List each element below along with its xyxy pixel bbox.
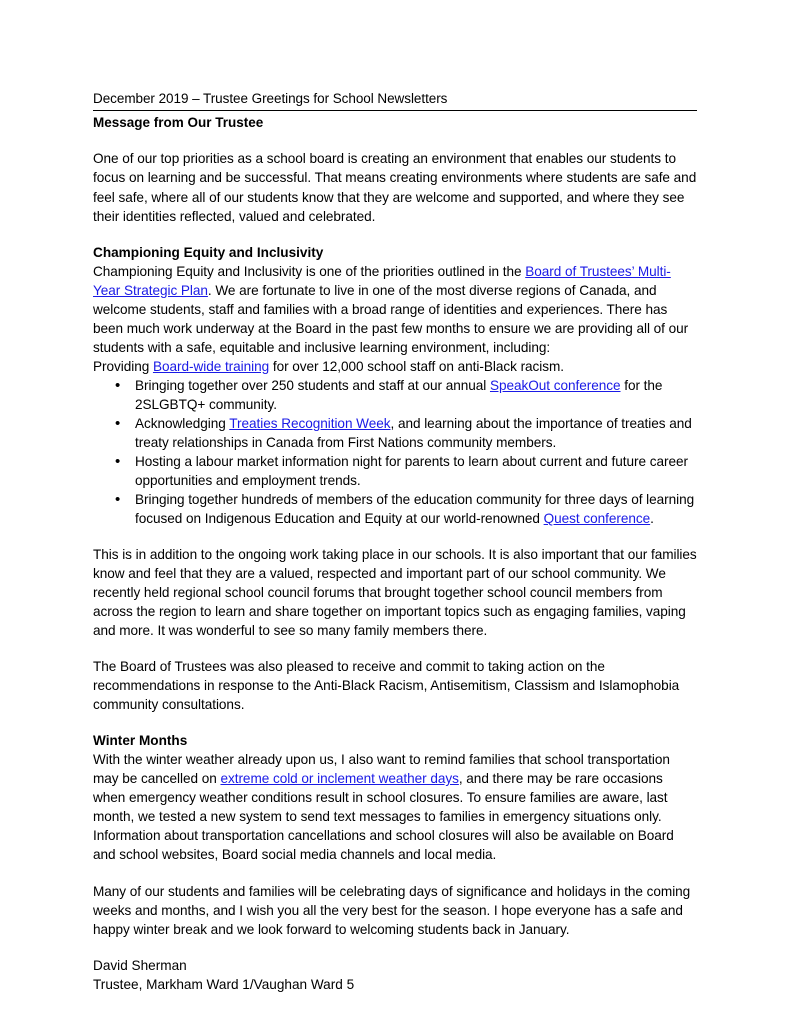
- list-item: [135, 452, 697, 490]
- link-board-wide-training[interactable]: Board-wide training: [152, 358, 270, 374]
- link-inclement-weather[interactable]: extreme cold or inclement weather days: [220, 771, 459, 787]
- equity-text-part2: . We are fortunate to live in one of the most diverse regions of Canada, and welcome students, staff and families with a broad range of identities and experiences. There has been much work underway at the Board in the past few months to ensure we are providing all of our students with a safe, equitable and inclusive learning environment, including:: [93, 282, 689, 355]
- spacer: [93, 226, 697, 243]
- spacer: [93, 132, 697, 149]
- section-heading-equity: Championing Equity and Inclusivity: [93, 244, 324, 260]
- signature-title: Trustee, Markham Ward 1/Vaughan Ward 5: [93, 976, 355, 992]
- providing-line: [93, 357, 697, 376]
- spacer: [93, 939, 697, 956]
- spacer: [93, 528, 697, 545]
- document-header-line: December 2019 – Trustee Greetings for School Newsletters: [93, 90, 697, 111]
- signature-name: David Sherman: [93, 957, 187, 973]
- intro-paragraph: One of our top priorities as a school board is creating an environment that enables our students to focus on learning and be successful. That means creating environments where students are safe and feel safe, where all of our students know that they are welcome and supported, and where they see their identities reflected, valued and celebrated.: [93, 151, 697, 224]
- link-treaties-recognition-week[interactable]: Treaties Recognition Week: [229, 415, 391, 431]
- link-strategic-plan[interactable]: Board of Trustees’ Multi-Year Strategic Plan: [93, 263, 671, 298]
- schools-paragraph: This is in addition to the ongoing work taking place in our schools. It is also important that our families know and feel that they are a valued, respected and important part of our school community. We recently held regional school council forums that brought together school council members from across the region to learn and share together on important topics such as engaging families, vaping and more. It was wonderful to see so many family members there.: [93, 547, 697, 639]
- bullet-text-part1: Hosting a labour market information night for parents to learn about current and future career opportunities and employment trends.: [135, 453, 688, 488]
- winter-part2: , and there may be rare occasions when emergency weather conditions result in school closures. To ensure families are aware, last month, we tested a new system to send text messages to families in emergency situations only. Information about transportation cancellations and school closures will also be available on Board and school websites, Board social media channels and local media.: [93, 771, 674, 863]
- list-item: [135, 414, 697, 452]
- list-item: [135, 376, 697, 414]
- document-subject: Message from Our Trustee: [93, 115, 264, 131]
- bullet-text-part1: Bringing together over 250 students and staff at our annual: [135, 377, 490, 393]
- bullet-text-part2: .: [650, 511, 654, 526]
- link-speakout-conference[interactable]: SpeakOut conference: [489, 377, 621, 393]
- winter-paragraph: [93, 750, 697, 864]
- bullet-text-part2: for the 2SLGBTQ+ community.: [135, 377, 663, 412]
- section-heading-winter: Winter Months: [93, 733, 188, 749]
- equity-text-part1: Championing Equity and Inclusivity is one of the priorities outlined in the: [93, 263, 526, 279]
- bullet-text-part1: Acknowledging: [135, 415, 230, 431]
- bullet-text-part1: Bringing together hundreds of members of the education community for three days of learning focused on Indigenous Education and Equity at our world-renowned: [135, 491, 695, 526]
- winter-part1: With the winter weather already upon us, I also want to remind families that school transportation may be cancelled on: [93, 752, 670, 787]
- list-item: [135, 490, 697, 528]
- spacer: [93, 714, 697, 731]
- document-content: [93, 90, 697, 994]
- providing-part2: for over 12,000 school staff on anti-Black racism.: [269, 358, 565, 374]
- closing-paragraph: Many of our students and families will be celebrating days of significance and holidays in the coming weeks and months, and I wish you all the very best for the season. I hope everyone has a safe and happy winter break and we look forward to welcoming students back in January.: [93, 883, 691, 937]
- spacer: [93, 640, 697, 657]
- bullet-text-part2: , and learning about the importance of treaties and treaty relationships in Canada from First Nations community members.: [135, 415, 692, 450]
- equity-bullet-list: [93, 376, 697, 528]
- providing-part1: Providing: [93, 358, 153, 374]
- equity-paragraph: [93, 262, 697, 357]
- link-quest-conference[interactable]: Quest conference: [543, 511, 651, 526]
- signature-block: [93, 956, 697, 994]
- board-paragraph: The Board of Trustees was also pleased to receive and commit to taking action on the recommendations in response to the Anti-Black Racism, Antisemitism, Classism and Islamophobia community consultations.: [93, 659, 680, 713]
- spacer: [93, 865, 697, 882]
